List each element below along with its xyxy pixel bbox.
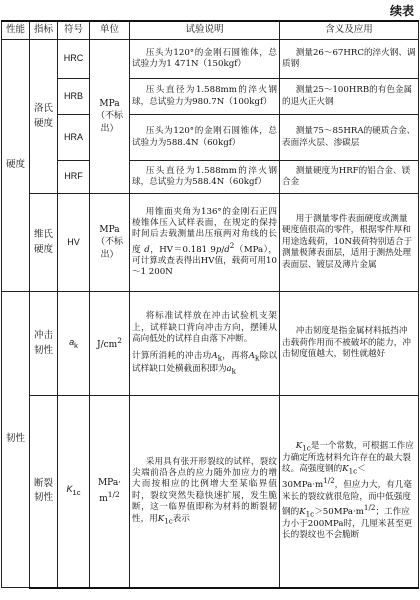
- unit-impact: $J/cm^2$: [90, 292, 130, 396]
- table-row: [2, 79, 419, 115]
- symbol-hrc: HRC: [58, 40, 90, 79]
- unit-fracture: MPa· $m^{1/2}$: [90, 396, 130, 588]
- table-row: [2, 396, 419, 588]
- table-row: [2, 194, 419, 292]
- header-meaning-application: 含义及应用: [280, 21, 419, 40]
- symbol-hrb: HRB: [58, 79, 90, 115]
- header-unit: 单位: [90, 21, 130, 40]
- desc-impact: 将标准试样放在冲击试验机支架上，试样缺口背向冲击方向，摆锤从高向低处的试样自由落下冲断。 计算所消耗的冲击功$A_k$，再将$A_k$除以试样缺口处横截面积即为$a_k$: [130, 292, 280, 396]
- category-hardness: 硬度: [2, 40, 30, 292]
- unit-vickers: MPa（不标出）: [90, 194, 130, 292]
- header-row: [2, 21, 419, 40]
- symbol-hra: HRA: [58, 115, 90, 161]
- table-row: [2, 115, 419, 161]
- header-category: 性能: [2, 21, 30, 40]
- symbol-ak: $a_k$: [58, 292, 90, 396]
- properties-table: [1, 20, 419, 589]
- app-hra: 测量75～85HRA的硬质合金、表面淬火层、渗碳层: [280, 115, 419, 161]
- desc-hrb: 压头直径为1.588mm的淬火钢球，总试验力为980.7N（100kgf）: [130, 79, 280, 115]
- continued-label: 续表: [389, 4, 414, 18]
- desc-fracture: 采用具有张开形裂纹的试样，裂纹尖端前沿各点的应力随外加应力的增大而按相应的比例增大至某临界值时，裂纹突然失稳快速扩展，发生脆断，这一临界值即称为材料的断裂韧性，用$K_{1c}$表示: [130, 396, 280, 588]
- category-toughness: 韧性: [2, 292, 30, 588]
- desc-vickers: 用锥面夹角为136°的金刚石正四棱锥体压入试样表面，在规定的保持时间后去载测量出压痕两对角线的长度 d，HV＝0.181 $9p/d^2(MPa)$，可计算或查表得出HV值，载荷可用10～1 200N: [130, 194, 280, 292]
- indicator-rockwell: 洛氏硬度: [30, 40, 58, 194]
- indicator-vickers: 维氏硬度: [30, 194, 58, 292]
- app-hrf: 测量硬度为HRF的铝合金、镁合金: [280, 161, 419, 194]
- app-hrc: 测量26～67HRC的淬火钢、调质钢: [280, 40, 419, 79]
- app-vickers: 用于测量零件表面硬度或测量硬度值很高的零件，根据零件厚和用途选载荷，10N载荷特别适合于测量极薄表面层，适用于测热处理表面层、镀层及薄片金属: [280, 194, 419, 292]
- app-fracture: $K_{1c}$是一个常数，可根据工作应力确定所选材料允许存在的最大裂纹。高强度钢的$K_{1c}<30MPa\cdot m^{1/2}$，但应力大，有几毫米长的裂纹就很危险，而中低强度钢的$K_{1c}>50MPa\cdot m^{1/2}$；工作应力小于200MPa时，几厘米甚至更长的裂纹也不会脆断: [280, 396, 419, 588]
- indicator-impact: 冲击韧性: [30, 292, 58, 396]
- header-test-description: 试验说明: [130, 21, 280, 40]
- table-row: [2, 161, 419, 194]
- unit-rockwell: MPa（不标出）: [90, 40, 130, 194]
- header-indicator: 指标: [30, 21, 58, 40]
- indicator-fracture: 断裂韧性: [30, 396, 58, 588]
- desc-hrc: 压头为120°的金刚石圆锥体，总试验力为1 471N（150kgf）: [130, 40, 280, 79]
- symbol-hv: HV: [58, 194, 90, 292]
- table-row: [2, 292, 419, 396]
- desc-hra: 压头为120°的金刚石圆锥体，总试验力为588.4N（60kgf）: [130, 115, 280, 161]
- app-impact: 冲击韧度是指金属材料抵挡冲击载荷作用而不被破坏的能力，冲击韧度值越大，韧性就越好: [280, 292, 419, 396]
- symbol-k1c: $K_{1c}$: [58, 396, 90, 588]
- app-hrb: 测量25～100HRB的有色金属的退火正火钢: [280, 79, 419, 115]
- table-row: [2, 40, 419, 79]
- symbol-hrf: HRF: [58, 161, 90, 194]
- header-symbol: 符号: [58, 21, 90, 40]
- desc-hrf: 压头直径为1.588mm的淬火钢球，总试验力为588.4N（60kgf）: [130, 161, 280, 194]
